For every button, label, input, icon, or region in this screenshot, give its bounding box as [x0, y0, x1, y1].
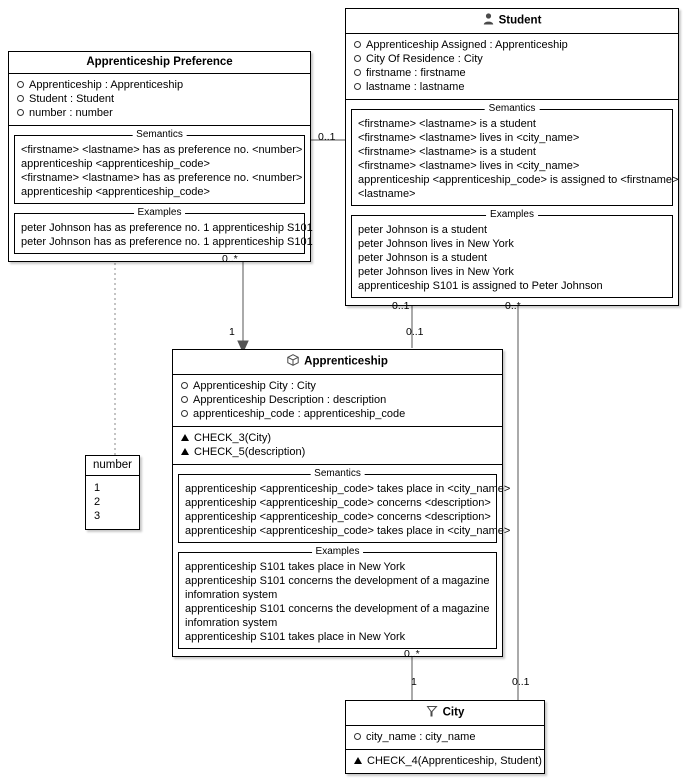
attribute-circle-icon — [181, 410, 188, 417]
node-city-title — [346, 701, 544, 726]
node-apprenticeship-preference-examples-group — [14, 207, 313, 254]
attribute-row: city_name : city_name — [352, 730, 538, 744]
multiplicity-student-to-apprenticeship-top: 0..1 — [392, 300, 410, 312]
attribute-row: apprenticeship_code : apprenticeship_code — [179, 407, 496, 421]
attribute-circle-icon — [17, 81, 24, 88]
node-student-title-text: Student — [498, 14, 542, 27]
enum-value: 1 — [94, 482, 101, 494]
constraint-row: CHECK_4(Apprenticeship, Student) — [352, 754, 538, 768]
attribute-row: Apprenticeship Description : description — [179, 393, 496, 407]
node-apprenticeship-preference-title-text: Apprenticeship Preference — [86, 56, 233, 68]
attribute-row: Apprenticeship City : City — [179, 379, 496, 393]
node-student[interactable] — [345, 8, 679, 306]
examples-caption: Examples — [486, 209, 538, 220]
attribute-row: number : number — [15, 106, 304, 120]
node-student-semantics-group — [351, 103, 679, 206]
semantics-line: <firstname> <lastname> has as preference no. <number> — [21, 144, 303, 156]
constraint-triangle-icon — [181, 434, 189, 441]
flag-icon — [426, 705, 438, 720]
multiplicity-student-to-apprenticeship-bottom: 0..1 — [406, 326, 424, 338]
semantics-line: <lastname> — [358, 188, 416, 200]
node-number-values — [86, 476, 139, 529]
attribute-row: Apprenticeship : Apprenticeship — [15, 78, 304, 92]
node-apprenticeship-semantics-group — [178, 468, 511, 543]
example-line: apprenticeship S101 concerns the development of a magazine infomration system — [185, 575, 490, 601]
semantics-caption: Semantics — [485, 103, 540, 114]
example-line: peter Johnson is a student — [358, 224, 488, 236]
attribute-row: firstname : firstname — [352, 66, 672, 80]
example-line: peter Johnson is a student — [358, 252, 488, 264]
semantics-line: apprenticeship <apprenticeship_code> — [21, 186, 210, 198]
semantics-line: apprenticeship <apprenticeship_code> takes place in <city_name> — [185, 483, 511, 495]
node-apprenticeship-preference-semantics-group — [14, 129, 305, 204]
example-line: apprenticeship S101 takes place in New York — [185, 631, 406, 643]
node-city-attributes — [346, 726, 544, 750]
semantics-line: apprenticeship <apprenticeship_code> takes place in <city_name> — [185, 525, 511, 537]
attribute-row: Student : Student — [15, 92, 304, 106]
semantics-line: <firstname> <lastname> lives in <city_name> — [358, 132, 580, 144]
node-number-title — [86, 456, 139, 476]
node-number-title-text: number — [93, 459, 132, 471]
constraint-triangle-icon — [354, 757, 362, 764]
semantics-line: apprenticeship <apprenticeship_code> — [21, 158, 210, 170]
semantics-line: apprenticeship <apprenticeship_code> concerns <description> — [185, 497, 491, 509]
node-student-title — [346, 9, 678, 34]
multiplicity-city-from-student: 0..1 — [512, 676, 530, 688]
node-apprenticeship-preference-title — [9, 52, 310, 74]
example-line: apprenticeship S101 concerns the development of a magazine infomration system — [185, 603, 490, 629]
node-city-title-text: City — [442, 706, 465, 719]
semantics-caption: Semantics — [310, 468, 365, 479]
node-apprenticeship-preference[interactable] — [8, 51, 311, 262]
attribute-circle-icon — [181, 382, 188, 389]
semantics-line: <firstname> <lastname> has as preference no. <number> — [21, 172, 303, 184]
node-student-examples-group — [351, 209, 673, 298]
attribute-circle-icon — [354, 55, 361, 62]
node-apprenticeship-title-text: Apprenticeship — [304, 355, 388, 368]
examples-caption: Examples — [134, 207, 186, 218]
node-city-constraints — [346, 750, 544, 773]
node-apprenticeship-preference-attributes — [9, 74, 310, 126]
semantics-line: apprenticeship <apprenticeship_code> concerns <description> — [185, 511, 491, 523]
multiplicity-student-to-city-top: 0..* — [505, 300, 521, 312]
multiplicity-apprenticeship-one: 1 — [229, 326, 235, 338]
semantics-line: <firstname> <lastname> is a student — [358, 146, 536, 158]
example-line: peter Johnson lives in New York — [358, 238, 514, 250]
person-icon — [483, 13, 494, 28]
attribute-circle-icon — [17, 109, 24, 116]
enum-value: 2 — [94, 496, 101, 508]
node-city[interactable] — [345, 700, 545, 774]
constraint-triangle-icon — [181, 448, 189, 455]
attribute-row: Apprenticeship Assigned : Apprenticeship — [352, 38, 672, 52]
node-apprenticeship[interactable] — [172, 349, 511, 657]
example-line: peter Johnson has as preference no. 1 apprenticeship S101 — [21, 222, 313, 234]
attribute-circle-icon — [354, 41, 361, 48]
attribute-circle-icon — [17, 95, 24, 102]
node-apprenticeship-attributes — [173, 375, 502, 427]
constraint-row: CHECK_3(City) — [179, 431, 496, 445]
semantics-caption: Semantics — [132, 129, 187, 140]
cube-icon — [287, 354, 299, 369]
example-line: peter Johnson has as preference no. 1 apprenticeship S101 — [21, 236, 313, 248]
node-apprenticeship-constraints — [173, 427, 502, 465]
multiplicity-apprenticeship-to-city-one: 1 — [411, 676, 417, 688]
semantics-line: apprenticeship <apprenticeship_code> is assigned to <firstname> — [358, 174, 679, 186]
constraint-row: CHECK_5(description) — [179, 445, 496, 459]
semantics-line: <firstname> <lastname> is a student — [358, 118, 536, 130]
example-line: apprenticeship S101 is assigned to Peter Johnson — [358, 280, 603, 292]
examples-caption: Examples — [312, 546, 364, 557]
semantics-line: <firstname> <lastname> lives in <city_name> — [358, 160, 580, 172]
attribute-circle-icon — [354, 733, 361, 740]
node-apprenticeship-examples-group — [178, 546, 497, 649]
attribute-circle-icon — [354, 69, 361, 76]
node-apprenticeship-title — [173, 350, 502, 375]
enum-value: 3 — [94, 510, 101, 522]
example-line: apprenticeship S101 takes place in New York — [185, 561, 406, 573]
multiplicity-pref-to-student: 0..1 — [318, 131, 336, 143]
node-number[interactable] — [85, 455, 140, 530]
attribute-row: lastname : lastname — [352, 80, 672, 94]
multiplicity-pref-to-apprenticeship: 0..* — [222, 253, 238, 265]
multiplicity-apprenticeship-to-city-star: 0..* — [404, 648, 420, 660]
attribute-row: City Of Residence : City — [352, 52, 672, 66]
attribute-circle-icon — [181, 396, 188, 403]
node-student-attributes — [346, 34, 678, 100]
attribute-circle-icon — [354, 83, 361, 90]
example-line: peter Johnson lives in New York — [358, 266, 514, 278]
